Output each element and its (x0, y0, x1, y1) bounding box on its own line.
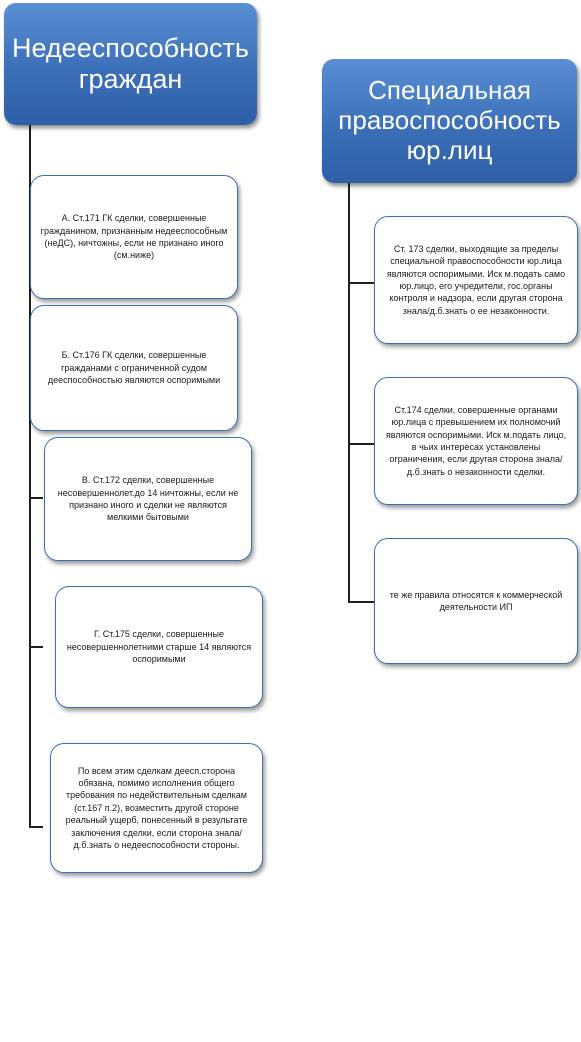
right-connector-a (348, 282, 374, 284)
right-item-b-text: Ст.174 сделки, совершенные органами юр.лица с превышением их полномочий являются оспоримыми. Иск м.подать лицо, в чьих интересах установлены ограничения, если другая сторона знала/д.б.знать о незаконности сделки. (385, 404, 567, 477)
right-item-c (374, 538, 578, 664)
left-item-d-text: Г. Ст.175 сделки, совершенные несовершеннолетними старше 14 являются оспоримыми (66, 629, 252, 665)
left-connector-d (29, 646, 43, 648)
right-item-b (374, 377, 578, 505)
left-header (4, 3, 257, 125)
right-header (322, 59, 577, 183)
right-header-title: Специальная правоспособность юр.лиц (338, 75, 561, 165)
left-item-e (50, 743, 263, 873)
left-item-a (30, 175, 238, 299)
right-item-a-text: Ст. 173 сделки, выходящие за пределы специальной правоспособности юр.лица являются оспоримыми. Иск м.подать само юр.лицо, его учредители, гос.органы контроля и надзора, если другая сторона знала/д.б.знать о ее незаконности. (386, 243, 566, 316)
left-connector-e (29, 826, 43, 828)
left-item-c-text: В. Ст.172 сделки, совершенные несовершеннолет.до 14 ничтожны, если не признано иного и сделки не являются мелкими бытовыми (57, 475, 239, 523)
left-header-title: Недееспособность граждан (12, 32, 249, 94)
left-item-c (44, 437, 252, 561)
left-item-e-text: По всем этим сделкам деесп.сторона обязана, помимо исполнения общего требования по недействительным сделкам (ст.167 п.2), возместить другой стороне реальный ущерб, понесенный в результате заключения сделки, если сторона знала/д.б.знать о недееспособности стороны. (65, 765, 248, 851)
left-item-b (30, 305, 238, 431)
left-item-b-text: Б. Ст.176 ГК сделки, совершенные гражданами с ограниченной судом дееспособностью являются оспоримыми (47, 350, 221, 386)
left-item-d (55, 586, 263, 708)
right-item-a (374, 216, 578, 344)
left-item-a-text: А. Ст.171 ГК сделки, совершенные гражданином, признанным недееспособным (неДС), ничтожны, если не признано иного (см.ниже) (40, 213, 228, 261)
right-vertical-connector (348, 183, 350, 602)
right-item-c-text: те же правила относятся к коммерческой деятельности ИП (389, 589, 563, 612)
right-connector-b (348, 443, 374, 445)
right-connector-c (348, 601, 374, 603)
left-connector-c (29, 497, 43, 499)
